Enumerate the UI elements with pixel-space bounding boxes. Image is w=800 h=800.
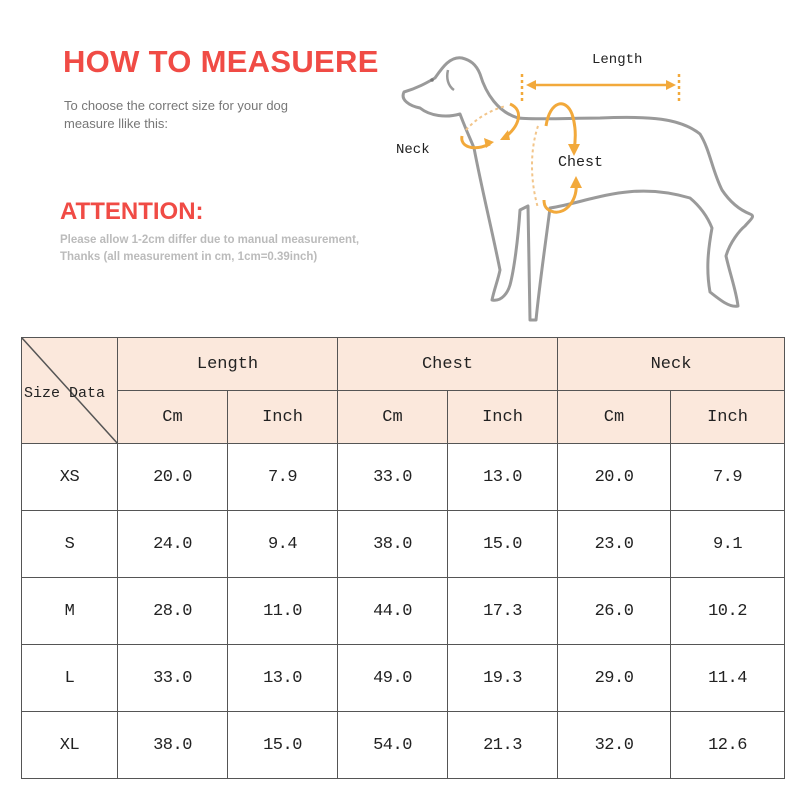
size-cell: S <box>22 511 118 578</box>
neck-inch-cell: 11.4 <box>671 645 785 712</box>
table-row <box>22 645 785 712</box>
instructions-text <box>64 97 364 133</box>
length-inch-cell: 7.9 <box>228 444 338 511</box>
size-cell: L <box>22 645 118 712</box>
neck-inch-cell: 7.9 <box>671 444 785 511</box>
length-inch-cell: 13.0 <box>228 645 338 712</box>
table-row <box>22 712 785 779</box>
header-group-length: Length <box>118 338 338 391</box>
size-cell: XL <box>22 712 118 779</box>
length-cm-cell: 38.0 <box>118 712 228 779</box>
size-cell: XS <box>22 444 118 511</box>
chest-inch-cell: 19.3 <box>448 645 558 712</box>
dog-outline-icon <box>390 30 770 330</box>
chest-inch-cell: 21.3 <box>448 712 558 779</box>
corner-size-label: Size <box>24 385 61 402</box>
attention-note-line-1: Please allow 1-2cm differ due to manual measurement, <box>60 234 360 246</box>
length-inch-cell: 11.0 <box>228 578 338 645</box>
chest-cm-cell: 38.0 <box>338 511 448 578</box>
neck-cm-cell: 23.0 <box>558 511 671 578</box>
chest-cm-cell: 44.0 <box>338 578 448 645</box>
attention-note <box>60 232 420 266</box>
dog-measurement-diagram <box>390 30 770 330</box>
chest-cm-cell: 33.0 <box>338 444 448 511</box>
instructions-line-2: measure llike this: <box>64 116 169 131</box>
chest-inch-cell: 13.0 <box>448 444 558 511</box>
length-inch-cell: 15.0 <box>228 712 338 779</box>
size-chart-table <box>21 337 785 779</box>
attention-note-line-2: Thanks (all measurement in cm, 1cm=0.39inch) <box>60 251 318 263</box>
header-group-neck: Neck <box>558 338 785 391</box>
neck-inch-cell: 10.2 <box>671 578 785 645</box>
length-inch-cell: 9.4 <box>228 511 338 578</box>
size-cell: M <box>22 578 118 645</box>
corner-data-label: Data <box>69 385 106 402</box>
header-unit-neck-inch: Inch <box>671 391 785 444</box>
neck-inch-cell: 9.1 <box>671 511 785 578</box>
neck-inch-cell: 12.6 <box>671 712 785 779</box>
length-cm-cell: 20.0 <box>118 444 228 511</box>
table-header-row-units <box>22 391 785 444</box>
chest-inch-cell: 15.0 <box>448 511 558 578</box>
header-unit-neck-cm: Cm <box>558 391 671 444</box>
neck-label: Neck <box>396 142 430 158</box>
neck-cm-cell: 20.0 <box>558 444 671 511</box>
chest-cm-cell: 49.0 <box>338 645 448 712</box>
header-unit-chest-cm: Cm <box>338 391 448 444</box>
corner-label <box>24 385 105 402</box>
chest-cm-cell: 54.0 <box>338 712 448 779</box>
table-row <box>22 578 785 645</box>
neck-cm-cell: 32.0 <box>558 712 671 779</box>
header-unit-length-cm: Cm <box>118 391 228 444</box>
page-title: HOW TO MEASUERE <box>63 44 379 79</box>
header-group-chest: Chest <box>338 338 558 391</box>
chest-label: Chest <box>558 154 604 171</box>
table-corner-cell <box>22 338 118 444</box>
table-header-row-groups <box>22 338 785 391</box>
length-cm-cell: 28.0 <box>118 578 228 645</box>
neck-cm-cell: 26.0 <box>558 578 671 645</box>
chest-inch-cell: 17.3 <box>448 578 558 645</box>
instructions-line-1: To choose the correct size for your dog <box>64 98 289 113</box>
attention-heading: ATTENTION: <box>60 198 204 225</box>
length-cm-cell: 33.0 <box>118 645 228 712</box>
table-row <box>22 444 785 511</box>
neck-cm-cell: 29.0 <box>558 645 671 712</box>
table-row <box>22 511 785 578</box>
length-cm-cell: 24.0 <box>118 511 228 578</box>
header-unit-chest-inch: Inch <box>448 391 558 444</box>
length-label: Length <box>592 52 643 68</box>
header-unit-length-inch: Inch <box>228 391 338 444</box>
